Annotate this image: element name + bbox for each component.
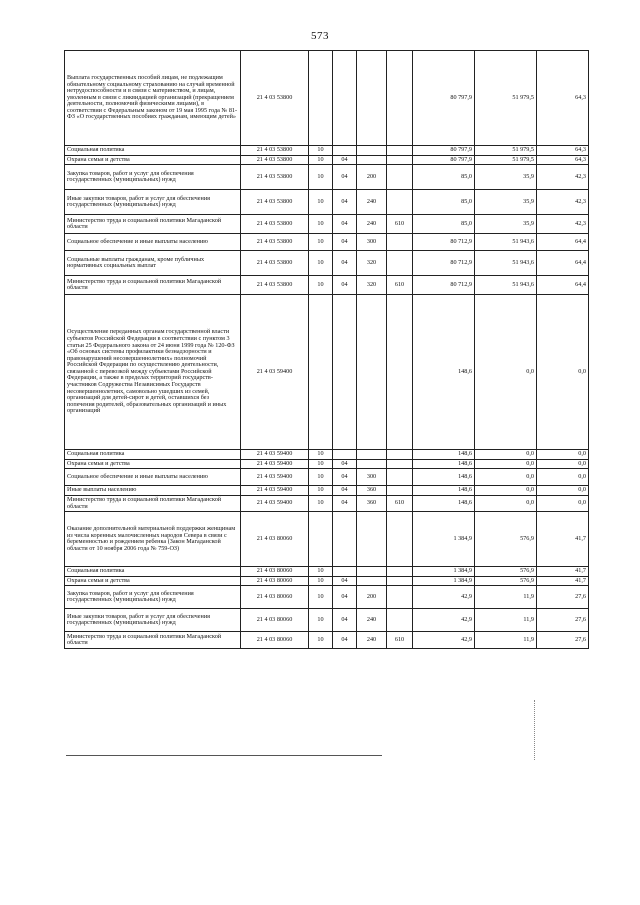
cell-fact: 576,9: [475, 567, 537, 577]
cell-subsection: 04: [333, 190, 357, 215]
cell-plan: 80 797,9: [413, 51, 475, 146]
cell-code: 21 4 03 53800: [241, 155, 309, 165]
cell-vr: 320: [357, 251, 387, 276]
cell-plan: 1 384,9: [413, 576, 475, 586]
cell-plan: 148,6: [413, 469, 475, 486]
table-row: [65, 51, 589, 146]
cell-plan: 80 712,9: [413, 276, 475, 295]
cell-subsection: [333, 450, 357, 460]
table-row: [65, 486, 589, 496]
cell-vr: 300: [357, 234, 387, 251]
cell-section: 10: [309, 567, 333, 577]
cell-vr: 320: [357, 276, 387, 295]
cell-pct: 64,3: [537, 155, 589, 165]
cell-section: 10: [309, 251, 333, 276]
cell-vr: 240: [357, 632, 387, 649]
cell-vr: 360: [357, 486, 387, 496]
cell-fact: 0,0: [475, 450, 537, 460]
cell-subsection: 04: [333, 469, 357, 486]
table-row: [65, 165, 589, 190]
cell-name: Социальное обеспечение и иные выплаты населению: [65, 469, 241, 486]
cell-name: Министерство труда и социальной политики Магаданской области: [65, 495, 241, 511]
cell-code: 21 4 03 53800: [241, 146, 309, 156]
cell-plan: 85,0: [413, 190, 475, 215]
cell-pct: 41,7: [537, 576, 589, 586]
cell-name: Выплата государственных пособий лицам, не подлежащим обязательному социальному страхованию на случай временной нетрудоспособности и в связи с материнством, и лицам, уволенным в связи с ликвидацией организаций (прекращением деятельности, полномочий физическими лицами), в соответствии с Федеральным законом от 19 мая 1995 года № 81-ФЗ «О государственных пособиях гражданам, имеющим детей»: [65, 51, 241, 146]
cell-pct: 41,7: [537, 567, 589, 577]
cell-pct: 0,0: [537, 486, 589, 496]
table-body: [65, 51, 589, 649]
cell-code: 21 4 03 53800: [241, 234, 309, 251]
cell-fact: 35,9: [475, 165, 537, 190]
cell-name: Иные закупки товаров, работ и услуг для обеспечения государственных (муниципальных) нужд: [65, 190, 241, 215]
cell-pct: 64,4: [537, 251, 589, 276]
cell-code: 21 4 03 53800: [241, 276, 309, 295]
cell-name: Социальное обеспечение и иные выплаты населению: [65, 234, 241, 251]
cell-fact: 51 979,5: [475, 155, 537, 165]
cell-fact: 0,0: [475, 486, 537, 496]
cell-ved: [387, 459, 413, 469]
cell-code: 21 4 03 80060: [241, 632, 309, 649]
cell-code: 21 4 03 80060: [241, 609, 309, 632]
budget-table: [64, 50, 589, 649]
cell-vr: [357, 155, 387, 165]
cell-pct: 0,0: [537, 469, 589, 486]
cell-subsection: 04: [333, 486, 357, 496]
cell-section: 10: [309, 459, 333, 469]
cell-section: 10: [309, 215, 333, 234]
cell-subsection: 04: [333, 215, 357, 234]
cell-vr: 300: [357, 469, 387, 486]
cell-ved: [387, 469, 413, 486]
cell-subsection: 04: [333, 495, 357, 511]
cell-vr: 200: [357, 165, 387, 190]
cell-code: 21 4 03 59400: [241, 469, 309, 486]
cell-name: Охрана семьи и детства: [65, 459, 241, 469]
cell-pct: 27,6: [537, 586, 589, 609]
cell-pct: 0,0: [537, 495, 589, 511]
table-row: [65, 632, 589, 649]
cell-ved: 610: [387, 495, 413, 511]
cell-subsection: 04: [333, 459, 357, 469]
dotted-guide-line: [534, 700, 535, 760]
cell-code: 21 4 03 59400: [241, 495, 309, 511]
cell-subsection: [333, 512, 357, 567]
cell-fact: 51 943,6: [475, 234, 537, 251]
cell-fact: 0,0: [475, 495, 537, 511]
cell-name: Социальные выплаты гражданам, кроме публичных нормативных социальных выплат: [65, 251, 241, 276]
cell-section: 10: [309, 469, 333, 486]
cell-name: Осуществление переданных органам государственной власти субъектов Российской Федерации в соответствии с пунктом 3 статьи 25 Федерального закона от 24 июня 1999 года № 120-ФЗ «Об основах системы профилактики безнадзорности и правонарушений несовершеннолетних» полномочий Российской Федерации по осуществлению деятельности, связанной с перевозкой между субъектами Российской Федерации, а также в пределах территорий государств-участников Содружества Независимых Государств несовершеннолетних, самовольно ушедших из семей, организаций для детей-сирот и детей, оставшихся без попечения родителей, образовательных организаций и иных организаций: [65, 295, 241, 450]
table-row: [65, 576, 589, 586]
cell-plan: 148,6: [413, 486, 475, 496]
cell-subsection: 04: [333, 155, 357, 165]
cell-ved: [387, 190, 413, 215]
cell-section: 10: [309, 276, 333, 295]
cell-name: Социальная политика: [65, 567, 241, 577]
cell-pct: 42,3: [537, 215, 589, 234]
cell-code: 21 4 03 53800: [241, 251, 309, 276]
cell-code: 21 4 03 53800: [241, 215, 309, 234]
table-row: [65, 567, 589, 577]
cell-section: 10: [309, 450, 333, 460]
cell-section: 10: [309, 495, 333, 511]
cell-plan: 42,9: [413, 586, 475, 609]
cell-fact: 0,0: [475, 295, 537, 450]
cell-section: [309, 512, 333, 567]
cell-code: 21 4 03 53800: [241, 190, 309, 215]
table-row: [65, 146, 589, 156]
cell-section: 10: [309, 576, 333, 586]
cell-fact: 576,9: [475, 576, 537, 586]
cell-subsection: 04: [333, 165, 357, 190]
cell-pct: 27,6: [537, 609, 589, 632]
table-row: [65, 450, 589, 460]
cell-vr: [357, 51, 387, 146]
cell-fact: 35,9: [475, 190, 537, 215]
cell-ved: [387, 586, 413, 609]
cell-section: [309, 51, 333, 146]
cell-section: 10: [309, 609, 333, 632]
cell-subsection: [333, 51, 357, 146]
cell-pct: 64,4: [537, 234, 589, 251]
table-row: [65, 251, 589, 276]
cell-subsection: 04: [333, 586, 357, 609]
cell-vr: 240: [357, 190, 387, 215]
cell-vr: 240: [357, 215, 387, 234]
cell-subsection: 04: [333, 251, 357, 276]
cell-vr: 240: [357, 609, 387, 632]
cell-ved: [387, 165, 413, 190]
cell-subsection: 04: [333, 234, 357, 251]
cell-plan: 80 712,9: [413, 251, 475, 276]
cell-code: 21 4 03 80060: [241, 576, 309, 586]
table-row: [65, 459, 589, 469]
page-number: 573: [311, 30, 329, 42]
cell-ved: 610: [387, 276, 413, 295]
cell-plan: 42,9: [413, 609, 475, 632]
cell-code: 21 4 03 59400: [241, 295, 309, 450]
cell-subsection: 04: [333, 609, 357, 632]
cell-fact: 51 943,6: [475, 251, 537, 276]
cell-plan: 1 384,9: [413, 567, 475, 577]
cell-fact: 51 979,5: [475, 146, 537, 156]
table-row: [65, 190, 589, 215]
cell-name: Закупка товаров, работ и услуг для обеспечения государственных (муниципальных) нужд: [65, 165, 241, 190]
cell-pct: 0,0: [537, 459, 589, 469]
cell-fact: 576,9: [475, 512, 537, 567]
cell-section: [309, 295, 333, 450]
cell-name: Закупка товаров, работ и услуг для обеспечения государственных (муниципальных) нужд: [65, 586, 241, 609]
cell-pct: 64,3: [537, 51, 589, 146]
cell-section: 10: [309, 234, 333, 251]
cell-name: Охрана семьи и детства: [65, 576, 241, 586]
cell-ved: [387, 512, 413, 567]
cell-name: Министерство труда и социальной политики Магаданской области: [65, 276, 241, 295]
cell-plan: 148,6: [413, 495, 475, 511]
cell-ved: [387, 251, 413, 276]
cell-name: Социальная политика: [65, 146, 241, 156]
cell-code: 21 4 03 80060: [241, 567, 309, 577]
table-row: [65, 469, 589, 486]
cell-name: Оказание дополнительной материальной поддержки женщинам из числа коренных малочисленных народов Севера в связи с беременностью и рождением ребенка (Закон Магаданской области от 10 ноября 2006 года № 759-ОЗ): [65, 512, 241, 567]
cell-fact: 11,9: [475, 609, 537, 632]
cell-pct: 27,6: [537, 632, 589, 649]
cell-vr: [357, 459, 387, 469]
cell-section: 10: [309, 586, 333, 609]
table-row: [65, 609, 589, 632]
cell-section: 10: [309, 155, 333, 165]
cell-ved: [387, 51, 413, 146]
cell-pct: 42,3: [537, 165, 589, 190]
cell-fact: 35,9: [475, 215, 537, 234]
cell-subsection: 04: [333, 276, 357, 295]
table-row: [65, 155, 589, 165]
cell-ved: [387, 146, 413, 156]
cell-code: 21 4 03 59400: [241, 459, 309, 469]
cell-plan: 148,6: [413, 459, 475, 469]
cell-section: 10: [309, 190, 333, 215]
cell-subsection: 04: [333, 576, 357, 586]
cell-plan: 80 797,9: [413, 146, 475, 156]
table-row: [65, 512, 589, 567]
cell-pct: 64,4: [537, 276, 589, 295]
cell-subsection: [333, 295, 357, 450]
cell-ved: [387, 609, 413, 632]
cell-ved: [387, 567, 413, 577]
cell-plan: 80 797,9: [413, 155, 475, 165]
cell-plan: 85,0: [413, 215, 475, 234]
cell-section: 10: [309, 165, 333, 190]
cell-fact: 11,9: [475, 586, 537, 609]
table-row: [65, 234, 589, 251]
cell-pct: 41,7: [537, 512, 589, 567]
table-row: [65, 295, 589, 450]
cell-fact: 51 979,5: [475, 51, 537, 146]
table-row: [65, 586, 589, 609]
cell-ved: 610: [387, 215, 413, 234]
cell-ved: 610: [387, 632, 413, 649]
cell-vr: [357, 450, 387, 460]
footer-rule: [66, 755, 382, 756]
table-row: [65, 215, 589, 234]
cell-subsection: [333, 567, 357, 577]
cell-vr: [357, 512, 387, 567]
cell-name: Министерство труда и социальной политики Магаданской области: [65, 215, 241, 234]
cell-section: 10: [309, 632, 333, 649]
cell-plan: 148,6: [413, 295, 475, 450]
cell-ved: [387, 234, 413, 251]
cell-ved: [387, 576, 413, 586]
cell-vr: [357, 576, 387, 586]
table-row: [65, 276, 589, 295]
cell-plan: 148,6: [413, 450, 475, 460]
cell-plan: 42,9: [413, 632, 475, 649]
cell-ved: [387, 155, 413, 165]
cell-vr: [357, 567, 387, 577]
cell-name: Иные закупки товаров, работ и услуг для обеспечения государственных (муниципальных) нужд: [65, 609, 241, 632]
cell-fact: 11,9: [475, 632, 537, 649]
cell-code: 21 4 03 80060: [241, 512, 309, 567]
cell-code: 21 4 03 53800: [241, 51, 309, 146]
cell-ved: [387, 295, 413, 450]
cell-pct: 42,3: [537, 190, 589, 215]
cell-name: Охрана семьи и детства: [65, 155, 241, 165]
cell-fact: 0,0: [475, 459, 537, 469]
cell-ved: [387, 486, 413, 496]
cell-plan: 80 712,9: [413, 234, 475, 251]
cell-pct: 0,0: [537, 450, 589, 460]
cell-pct: 64,3: [537, 146, 589, 156]
cell-plan: 85,0: [413, 165, 475, 190]
cell-subsection: 04: [333, 632, 357, 649]
cell-fact: 0,0: [475, 469, 537, 486]
cell-subsection: [333, 146, 357, 156]
table-row: [65, 495, 589, 511]
cell-ved: [387, 450, 413, 460]
cell-name: Министерство труда и социальной политики Магаданской области: [65, 632, 241, 649]
cell-name: Социальная политика: [65, 450, 241, 460]
cell-plan: 1 384,9: [413, 512, 475, 567]
cell-code: 21 4 03 53800: [241, 165, 309, 190]
cell-name: Иные выплаты населению: [65, 486, 241, 496]
cell-vr: [357, 146, 387, 156]
cell-code: 21 4 03 59400: [241, 450, 309, 460]
cell-fact: 51 943,6: [475, 276, 537, 295]
cell-section: 10: [309, 486, 333, 496]
cell-vr: 360: [357, 495, 387, 511]
cell-code: 21 4 03 59400: [241, 486, 309, 496]
cell-pct: 0,0: [537, 295, 589, 450]
cell-vr: 200: [357, 586, 387, 609]
cell-section: 10: [309, 146, 333, 156]
cell-code: 21 4 03 80060: [241, 586, 309, 609]
cell-vr: [357, 295, 387, 450]
